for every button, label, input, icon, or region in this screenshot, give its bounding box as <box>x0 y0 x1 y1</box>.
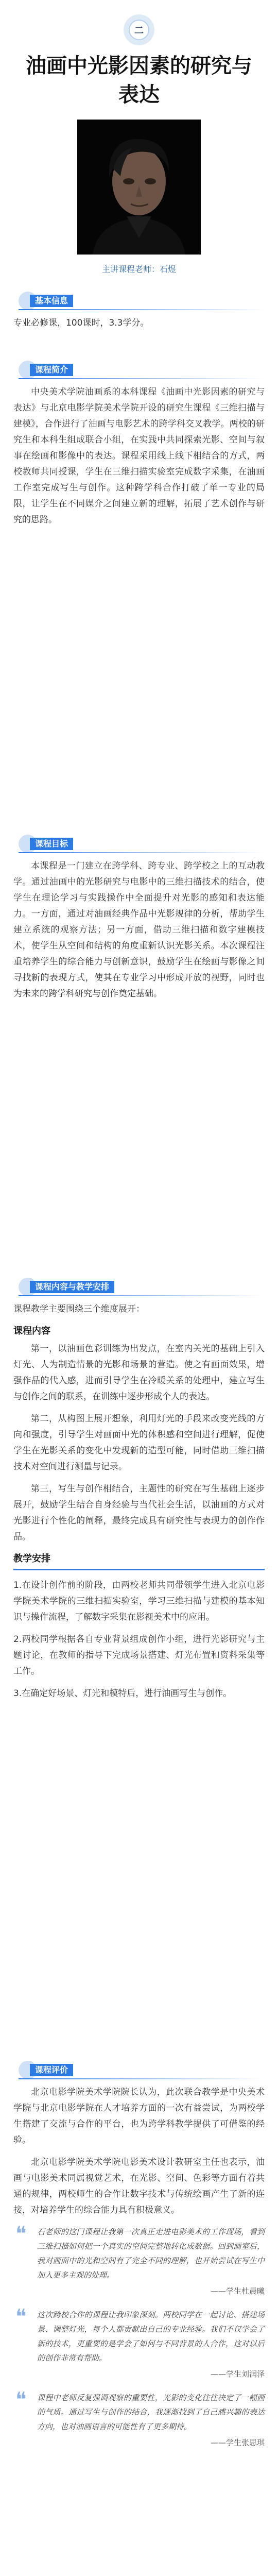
quote-text: 课程中老师反复强调观察的重要性，光影的变化往往决定了一幅画的气质。通过写生与创作的结合，我逐渐找到了自己感兴趣的表达方向，也对油画语言的可能性有了更多期待。 <box>37 2393 265 2431</box>
quote-signature: ——学生刘润泽 <box>210 2369 265 2379</box>
section-basic-info <box>13 292 265 337</box>
content-item: 第一，以油画色彩训练为出发点，在室内关光的基础上引入灯光、人为制造情景的光影和场景的营造。使之有画面效果，增强作品的代入感，进而引导学生在冷暖关系的处理中，建立写生与创作之间的联系，在训练中逐步形成个人的表达。 <box>13 1344 265 1402</box>
quote-text: 石老师的这门课程让我第一次真正走进电影美术的工作现场，看到三维扫描如何把一个真实的空间完整地转化成数据。回到画室后，我对画面中的光和空间有了完全不同的理解，也开始尝试在写生中加入更多主观的处理。 <box>37 2227 265 2280</box>
basic-info-text: 专业必修课，100课时，3.3学分。 <box>13 318 149 328</box>
goals-text: 本课程是一门建立在跨学科、跨专业、跨学校之上的互动教学。通过油画中的光影研究与电影中的三维扫描技术的结合，使学生在理论学习与实践操作中全面提升对光影的感知和表达能力。一方面，通过对油画经典作品中光影规律的分析，帮助学生建立系统的观察方法；另一方面，借助三维扫描和数字建模技术，使学生从空间和结构的角度重新认识光影关系。本次课程注重培养学生的综合能力与创新意识，鼓励学生在绘画与影像之间寻找新的表现方式，使其在专业学习中形成开放的视野，同时也为未来的跨学科研究与创作奠定基础。 <box>13 861 265 999</box>
content-item: 第三，写生与创作相结合，主题性的研究在写生基础上逐步展开，鼓励学生结合自身经验与当代社会生活，以油画的方式对光影进行个性化的阐释，最终完成具有研究性与表现力的创作作品。 <box>13 1484 265 1542</box>
quote-mark-icon: ❝ <box>15 2222 27 2246</box>
teacher-portrait <box>77 120 201 255</box>
section-course-intro <box>13 361 265 534</box>
schedule-item: 3.在确定好场景、灯光和模特后，进行油画写生与创作。 <box>13 1688 232 1699</box>
section-title: 课程内容与教学安排 <box>30 1281 114 1293</box>
section-content-schedule <box>13 1278 265 1708</box>
evaluation-text: 北京电影学院美术学院电影美术设计教研室主任也表示，油画与电影美术同属视觉艺术，在光影、空间、色彩等方面有着共通的规律，两校师生的合作让数字技术与传统绘画产生了新的连接，对培养学生的综合能力具有积极意义。 <box>13 2157 265 2215</box>
intro-text: 中央美术学院油画系的本科课程《油画中光影因素的研究与表达》与北京电影学院美术学院开设的研究生课程《三维扫描与建模》，合作进行了油画与电影艺术的跨学科交叉教学。两校的研究生和本科生组成联合小组，在实践中共同探索光影、空间与叙事在绘画和影像中的表达。课程采用线上线下相结合的方式，两校教师共同授课，学生在三维扫描实验室完成数字采集，在油画工作室完成写生与创作。这种跨学科合作打破了单一专业的局限，让学生在不同媒介之间建立新的理解，拓展了艺术创作与研究的思路。 <box>13 387 265 525</box>
schedule-subtitle: 教学安排 <box>13 1553 50 1564</box>
chapter-badge <box>124 14 154 45</box>
section-evaluation <box>13 2061 265 2459</box>
student-quote <box>13 2305 265 2365</box>
section-title: 课程简介 <box>30 364 73 376</box>
quote-signature: ——学生杜晨曦 <box>210 2286 265 2296</box>
quote-text: 这次跨校合作的课程让我印象深刻。两校同学在一起讨论、搭建场景、调整灯光，每个人都贡献出自己的专业经验。我们不仅学会了新的技术，更重要的是学会了如何与不同背景的人合作，这对以后的创作非常有帮助。 <box>37 2310 265 2363</box>
quote-signature: ——学生张思琪 <box>210 2438 265 2447</box>
section-course-goals <box>13 835 265 1008</box>
schedule-item: 2.两校同学根据各自专业背景组成创作小组，进行光影研究与主题讨论，在教师的指导下完成场景搭建、灯光布置和资料采集等工作。 <box>13 1634 265 1676</box>
quote-mark-icon: ❝ <box>15 2388 27 2412</box>
teacher-caption: 主讲课程老师：石煜 <box>101 264 176 274</box>
student-quote <box>13 2388 265 2434</box>
evaluation-text: 北京电影学院美术学院院长认为，此次联合教学是中央美术学院与北京电影学院在人才培养方面的一次有益尝试，为两校学生搭建了交流与合作的平台，也为跨学科教学提供了可借鉴的经验。 <box>13 2087 265 2145</box>
section-title: 课程评价 <box>30 2064 73 2076</box>
section-title: 基本信息 <box>30 295 73 307</box>
schedule-item: 1.在设计创作前的阶段，由两校老师共同带领学生进入北京电影学院美术学院的三维扫描实验室，学习三维扫描与建模的基本知识与操作流程，了解数字采集在影视美术中的应用。 <box>13 1580 265 1622</box>
content-item: 第二，从构图上展开想象，利用灯光的手段来改变光线的方向和强度，引导学生对画面中光的体积感和空间进行理解，促使学生在光影关系的变化中发现新的造型可能，同时借助三维扫描技术对空间进行测量与记录。 <box>13 1414 265 1472</box>
content-lead: 课程教学主要围绕三个维度展开： <box>13 1304 145 1314</box>
quote-mark-icon: ❝ <box>15 2305 27 2329</box>
section-title: 课程目标 <box>30 838 73 850</box>
student-quote <box>13 2222 265 2282</box>
page-title: 油画中光影因素的研究与表达 <box>26 54 252 107</box>
chapter-number: 二 <box>129 20 149 40</box>
divider <box>13 1569 265 1570</box>
content-subtitle: 课程内容 <box>13 1326 50 1336</box>
